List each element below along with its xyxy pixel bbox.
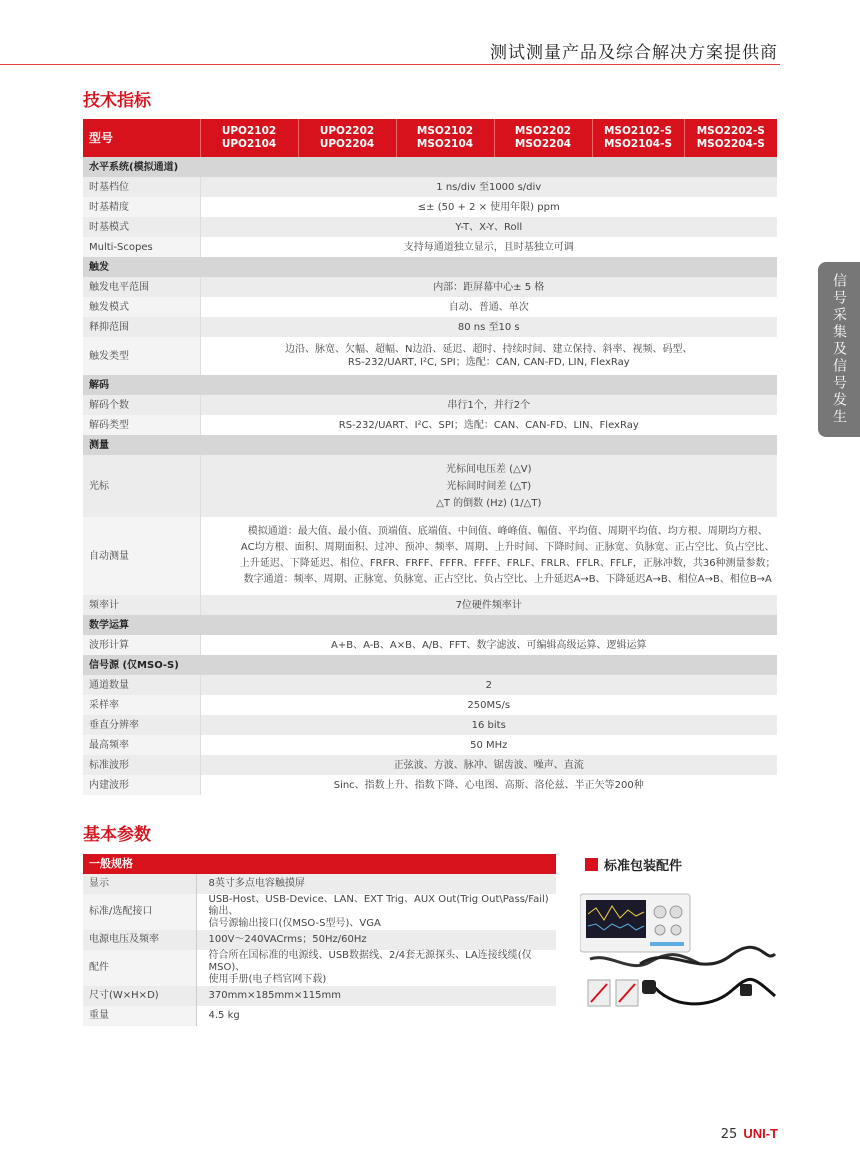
spec-key: 时基模式 — [83, 217, 200, 237]
general-key: 重量 — [83, 1006, 196, 1026]
spec-value — [200, 217, 777, 237]
tech-spec-title: 技术指标 — [83, 91, 151, 111]
spec-value-line: 模拟通道：最大值、最小值、顶端值、底端值、中间值、峰峰值、幅值、平均值、周期平均值、均方根、周期均方根、 — [247, 526, 768, 537]
spec-key: 自动测量 — [83, 517, 200, 595]
spec-value — [200, 177, 777, 197]
spec-row — [83, 277, 777, 297]
general-key: 电源电压及频率 — [83, 930, 196, 950]
spec-row — [83, 297, 777, 317]
spec-value — [200, 517, 777, 595]
spec-key: 触发模式 — [83, 297, 200, 317]
spec-row — [83, 715, 777, 735]
spec-key: 解码个数 — [83, 395, 200, 415]
spec-value — [200, 277, 777, 297]
general-value-line: 信号源输出接口(仅MSO-S型号)、VGA — [208, 918, 381, 929]
general-value-line: USB-Host、USB-Device、LAN、EXT Trig、AUX Out(Trig Out\Pass/Fail)输出、 — [208, 894, 549, 917]
model-name: MSO2102-S — [603, 125, 673, 137]
model-name: UPO2102 — [221, 125, 277, 137]
spec-row — [83, 735, 777, 755]
general-key: 显示 — [83, 874, 196, 894]
spec-value-line: RS-232/UART, I²C, SPI；选配：CAN, CAN-FD, LIN, FlexRay — [347, 357, 630, 368]
spec-value-line: RS-232/UART、I²C、SPI；选配：CAN、CAN-FD、LIN、FlexRay — [338, 419, 639, 431]
spec-key: 波形计算 — [83, 635, 200, 655]
general-spec-header: 一般规格 — [83, 854, 556, 874]
spec-key: 触发电平范围 — [83, 277, 200, 297]
side-tab-signal[interactable]: 信号采集及信号发生 — [818, 262, 860, 437]
general-key: 配件 — [83, 950, 196, 986]
spec-key: 频率计 — [83, 595, 200, 615]
spec-value — [200, 695, 777, 715]
section-title: 水平系统(模拟通道) — [83, 157, 777, 177]
section-row — [83, 375, 777, 395]
spec-value — [200, 317, 777, 337]
spec-value-line: Sinc、指数上升、指数下降、心电图、高斯、洛伦兹、半正矢等200种 — [333, 779, 644, 791]
general-value — [196, 894, 556, 930]
accessories-title — [585, 855, 682, 874]
general-value-line: 4.5 kg — [208, 1010, 240, 1021]
general-value-line: 使用手册(电子档官网下载) — [208, 974, 327, 985]
spec-key: 内建波形 — [83, 775, 200, 795]
spec-key: 最高频率 — [83, 735, 200, 755]
spec-value-line: 上升延迟、下降延迟、相位、FRFR、FRFF、FFFR、FFFF、FRLF、FRLR、FFLR、FFLF，正脉冲数，共36种测量参数； — [239, 558, 776, 569]
general-value — [196, 930, 556, 950]
spec-row — [83, 755, 777, 775]
model-name: MSO2102 — [416, 125, 474, 137]
spec-key: 时基精度 — [83, 197, 200, 217]
spec-value-line: 内部：距屏幕中心± 5 格 — [433, 281, 545, 293]
model-name: MSO2204-S — [696, 138, 765, 150]
tech-spec-table — [83, 119, 777, 795]
spec-value — [200, 735, 777, 755]
spec-row — [83, 595, 777, 615]
general-row — [83, 930, 556, 950]
general-row — [83, 950, 556, 986]
spec-key: 光标 — [83, 455, 200, 517]
spec-key: 解码类型 — [83, 415, 200, 435]
accessories-title-text: 标准包装配件 — [604, 859, 683, 874]
spec-row — [83, 395, 777, 415]
spec-value-line: 自动、普通、单次 — [448, 301, 529, 313]
brand-logo: UNI-T — [743, 1126, 778, 1141]
spec-value-line: Y-T、X-Y、Roll — [455, 221, 523, 233]
spec-value — [200, 415, 777, 435]
spec-value-line: 光标间时间差 (△T) — [446, 480, 532, 492]
page-number: 25 — [720, 1127, 738, 1142]
section-title: 触发 — [83, 257, 777, 277]
section-title: 测量 — [83, 435, 777, 455]
general-value — [196, 986, 556, 1006]
spec-value — [200, 635, 777, 655]
spec-row — [83, 337, 777, 375]
general-value-line: 8英寸多点电容触摸屏 — [208, 878, 305, 889]
general-value — [196, 950, 556, 986]
spec-row — [83, 415, 777, 435]
spec-header-row — [83, 119, 777, 157]
model-header-5 — [684, 119, 777, 157]
power-cord — [652, 979, 775, 1004]
spec-value — [200, 675, 777, 695]
general-key: 标准/选配接口 — [83, 894, 196, 930]
spec-key: 时基档位 — [83, 177, 200, 197]
spec-value-line: A+B、A-B、A×B、A/B、FFT、数字滤波、可编辑高级运算、逻辑运算 — [331, 639, 647, 651]
general-row — [83, 874, 556, 894]
spec-value — [200, 455, 777, 517]
section-row — [83, 435, 777, 455]
section-row — [83, 257, 777, 277]
model-name: UPO2204 — [319, 138, 375, 150]
spec-key: 通道数量 — [83, 675, 200, 695]
general-value-line: 100V～240VACrms；50Hz/60Hz — [208, 934, 367, 945]
spec-value-line: 支持每通道独立显示，且时基独立可调 — [403, 241, 574, 253]
spec-value-line: AC均方根、面积、周期面积、过冲、预冲、频率、周期、上升时间、下降时间、正脉宽、负脉宽、正占空比、负占空比、 — [240, 542, 775, 553]
spec-value-line: ≤± (50 + 2 × 使用年限) ppm — [417, 201, 560, 213]
model-header-4 — [592, 119, 684, 157]
section-title: 解码 — [83, 375, 777, 395]
general-row — [83, 894, 556, 930]
model-header-3 — [494, 119, 592, 157]
spec-value-line: 正弦波、方波、脉冲、锯齿波、噪声、直流 — [393, 759, 584, 771]
spec-value — [200, 337, 777, 375]
general-row — [83, 986, 556, 1006]
spec-value-line: 2 — [485, 679, 492, 691]
model-name: MSO2202-S — [696, 125, 765, 137]
spec-row — [83, 635, 777, 655]
spec-value — [200, 755, 777, 775]
model-header-1 — [298, 119, 396, 157]
general-key: 尺寸(W×H×D) — [83, 986, 196, 1006]
spec-row — [83, 675, 777, 695]
model-header-2 — [396, 119, 494, 157]
general-row — [83, 1006, 556, 1026]
spec-key: 触发类型 — [83, 337, 200, 375]
page-header — [0, 0, 860, 66]
spec-row — [83, 517, 777, 595]
page-footer — [721, 1126, 778, 1142]
model-name: UPO2104 — [221, 138, 277, 150]
section-title: 数学运算 — [83, 615, 777, 635]
spec-value-line: 250MS/s — [467, 699, 511, 711]
spec-value-line: 80 ns 至10 s — [457, 321, 520, 333]
basic-params-title: 基本参数 — [83, 825, 151, 845]
spec-value-line: 50 MHz — [470, 739, 508, 751]
general-value-line: 370mm×185mm×115mm — [208, 990, 341, 1001]
general-spec-table — [83, 854, 556, 1026]
spec-value — [200, 297, 777, 317]
section-row — [83, 157, 777, 177]
general-value — [196, 874, 556, 894]
header-title: 测试测量产品及综合解决方案提供商 — [490, 43, 778, 63]
spec-value-line: 数字通道：频率、周期、正脉宽、负脉宽、正占空比、负占空比、上升延迟A→B、下降延迟A→B、相位A→B、相位B→A — [243, 574, 772, 585]
spec-row — [83, 317, 777, 337]
spec-row — [83, 455, 777, 517]
section-row — [83, 655, 777, 675]
spec-value-line: 串行1个，并行2个 — [447, 399, 531, 411]
spec-key: 垂直分辨率 — [83, 715, 200, 735]
spec-value — [200, 237, 777, 257]
section-row — [83, 615, 777, 635]
spec-value-line: 光标间电压差 (△V) — [445, 463, 532, 475]
general-value-line: 符合所在国标准的电源线、USB数据线、2/4套无源探头、LA连接线缆(仅MSO)、 — [208, 950, 532, 973]
spec-value-line: 16 bits — [471, 719, 506, 731]
spec-row — [83, 197, 777, 217]
spec-key: 释抑范围 — [83, 317, 200, 337]
spec-value — [200, 395, 777, 415]
spec-row — [83, 177, 777, 197]
section-title: 信号源 (仅MSO-S) — [83, 655, 777, 675]
spec-key: 标准波形 — [83, 755, 200, 775]
spec-value — [200, 715, 777, 735]
spec-value — [200, 595, 777, 615]
model-name: MSO2202 — [514, 125, 572, 137]
spec-row — [83, 217, 777, 237]
spec-row — [83, 695, 777, 715]
model-name: MSO2104 — [416, 138, 474, 150]
spec-key: Multi-Scopes — [83, 237, 200, 257]
model-name: MSO2204 — [514, 138, 572, 150]
accessories-photo — [580, 884, 780, 1014]
spec-row — [83, 775, 777, 795]
spec-value-line: 1 ns/div 至1000 s/div — [436, 181, 542, 193]
spec-key: 采样率 — [83, 695, 200, 715]
model-name: UPO2202 — [319, 125, 375, 137]
spec-value — [200, 197, 777, 217]
header-rule — [0, 64, 780, 65]
general-value — [196, 1006, 556, 1026]
model-header-label: 型号 — [83, 119, 200, 157]
spec-value-line: △T 的倒数 (Hz) (1/△T) — [436, 497, 542, 509]
model-header-0 — [200, 119, 298, 157]
model-name: MSO2104-S — [603, 138, 673, 150]
spec-value — [200, 775, 777, 795]
spec-value-line: 边沿、脉宽、欠幅、超幅、N边沿、延迟、超时、持续时间、建立保持、斜率、视频、码型、 — [285, 344, 693, 355]
spec-value-line: 7位硬件频率计 — [455, 599, 522, 611]
spec-row — [83, 237, 777, 257]
package-icon — [585, 858, 598, 871]
oscilloscope-screen — [586, 900, 646, 938]
